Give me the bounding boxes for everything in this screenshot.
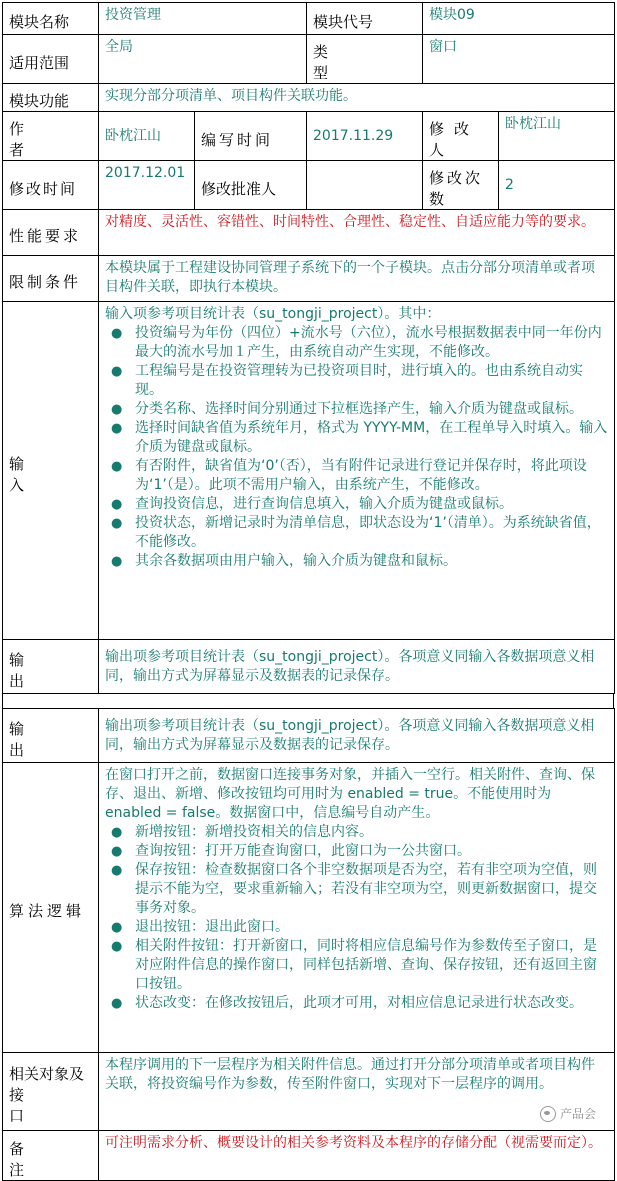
mod-time-label: 修改时间 [3,161,99,210]
scope-label: 适用范围 [3,35,99,84]
type-label: 类型 [307,35,423,84]
module-spec-sheet [2,2,614,1181]
row-output-1 [3,640,615,694]
mod-count-value: 2 [499,161,615,210]
input-list [105,324,608,571]
related-value: 本程序调用的下一层程序为相关附件信息。通过打开分部分项清单或者项目构件关联，将投资编号作为参数，传至附件窗口，实现对下一层程序的调用。 [99,1053,615,1131]
related-label [3,1053,99,1131]
list-item: ● 分类名称、选择时间分别通过下拉框选择产生，输入介质为键盘或鼠标。 [105,400,608,419]
type-value: 窗口 [423,35,615,84]
list-item: ● 有否附件，缺省值为‘0’（否），当有附件记录进行登记并保存时，将此项设为‘1’（是）。此项不需用户输入，由系统产生，不能修改。 [105,457,608,495]
row-module-name [3,3,615,35]
module-name-label: 模块名称 [3,3,99,35]
algorithm-label: 算法逻辑 [3,763,99,1053]
restriction-label: 限制条件 [3,256,99,302]
modifier-value: 卧枕江山 [499,112,615,161]
module-name-value: 投资管理 [99,3,307,35]
row-mod-time [3,161,615,210]
row-algorithm [3,763,615,1053]
remarks-label: 备注 [3,1131,99,1181]
author-label: 作者 [3,112,99,161]
approver-label: 修改批准人 [195,161,307,210]
list-item: ● 新增按钮：新增投资相关的信息内容。 [105,823,608,842]
row-input [3,302,615,640]
output-value-1: 输出项参考项目统计表（su_tongji_project）。各项意义同输入各数据项意义相同，输出方式为屏幕显示及数据表的记录保存。 [99,640,615,694]
output-label-1: 输出 [3,640,99,694]
related-label-line1: 相关对象及 [9,1065,85,1083]
related-label-line2: 接口 [9,1086,71,1125]
list-item: ● 查询按钮：打开万能查询窗口，此窗口为一公共窗口。 [105,842,608,861]
modifier-label: 修改人 [423,112,499,161]
row-restriction [3,256,615,302]
watermark-text: 产品会 [559,1107,596,1121]
mod-time-value: 2017.12.01 [99,161,195,210]
list-item: ● 工程编号是在投资管理转为已投资项目时，进行填入的。也由系统自动实现。 [105,362,608,400]
remarks-value: 可注明需求分析、概要设计的相关参考资料及本程序的存储分配（视需要而定）。 [99,1131,615,1181]
performance-value: 对精度、灵活性、容错性、时间特性、合理性、稳定性、自适应能力等的要求。 [99,210,615,256]
module-code-label: 模块代号 [307,3,423,35]
approver-value [307,161,423,210]
written-value: 2017.11.29 [307,112,423,161]
output-value-2: 输出项参考项目统计表（su_tongji_project）。各项意义同输入各数据项意义相同，输出方式为屏幕显示及数据表的记录保存。 [99,709,615,763]
scope-value: 全局 [99,35,307,84]
row-performance [3,210,615,256]
performance-label: 性能要求 [3,210,99,256]
algorithm-intro: 在窗口打开之前，数据窗口连接事务对象，并插入一空行。相关附件、查询、保存、退出、新增、修改按钮均可用时为 enabled = true。不能使用时为 enabled = false。数据窗口中，信息编号自动产生。 [105,767,595,821]
input-value [99,302,615,640]
row-function [3,84,615,112]
algorithm-value [99,763,615,1053]
list-item: ● 选择时间缺省值为系统年月，格式为 YYYY-MM，在工程单导入时填入。输入介质为键盘或鼠标。 [105,419,608,457]
written-label: 编写时间 [195,112,307,161]
row-output-2 [3,709,615,763]
restriction-value: 本模块属于工程建设协同管理子系统下的一个子模块。点击分部分项清单或者项目构件关联，即执行本模块。 [99,256,615,302]
row-related [3,1053,615,1131]
list-item: ● 投资状态，新增记录时为清单信息，即状态设为‘1’（清单）。为系统缺省值，不能修改。 [105,514,608,552]
spec-table [2,2,615,694]
function-label: 模块功能 [3,84,99,112]
row-remarks [3,1131,615,1181]
wechat-icon [540,1106,556,1122]
list-item: ● 状态改变：在修改按钮后，此项才可用，对相应信息记录进行状态改变。 [105,994,608,1013]
algorithm-list [105,823,608,1013]
input-intro: 输入项参考项目统计表（su_tongji_project）。其中： [105,306,441,322]
row-author [3,112,615,161]
spec-table-continued [2,708,615,1181]
list-item: ● 保存按钮：检查数据窗口各个非空数据项是否为空，若有非空项为空值，则提示不能为空，要求重新输入；若没有非空项为空，则更新数据窗口，提交事务对象。 [105,861,608,918]
list-item: ● 退出按钮：退出此窗口。 [105,918,608,937]
author-value: 卧枕江山 [99,112,195,161]
output-label-2: 输出 [3,709,99,763]
module-code-value: 模块09 [423,3,615,35]
list-item: ● 查询投资信息，进行查询信息填入，输入介质为键盘或鼠标。 [105,495,608,514]
list-item: ● 相关附件按钮：打开新窗口，同时将相应信息编号作为参数传至子窗口，是对应附件信息的操作窗口，同样包括新增、查询、保存按钮，还有返回主窗口按钮。 [105,937,608,994]
function-value: 实现分部分项清单、项目构件关联功能。 [99,84,615,112]
watermark [537,1104,599,1123]
mod-count-label: 修改次数 [423,161,499,210]
input-label: 输入 [3,302,99,640]
list-item: ● 投资编号为年份（四位）+流水号（六位），流水号根据数据表中同一年份内最大的流水号加１产生，由系统自动产生实现，不能修改。 [105,324,608,362]
row-scope [3,35,615,84]
list-item: ● 其余各数据项由用户输入，输入介质为键盘和鼠标。 [105,552,608,571]
table-gap [2,694,614,708]
